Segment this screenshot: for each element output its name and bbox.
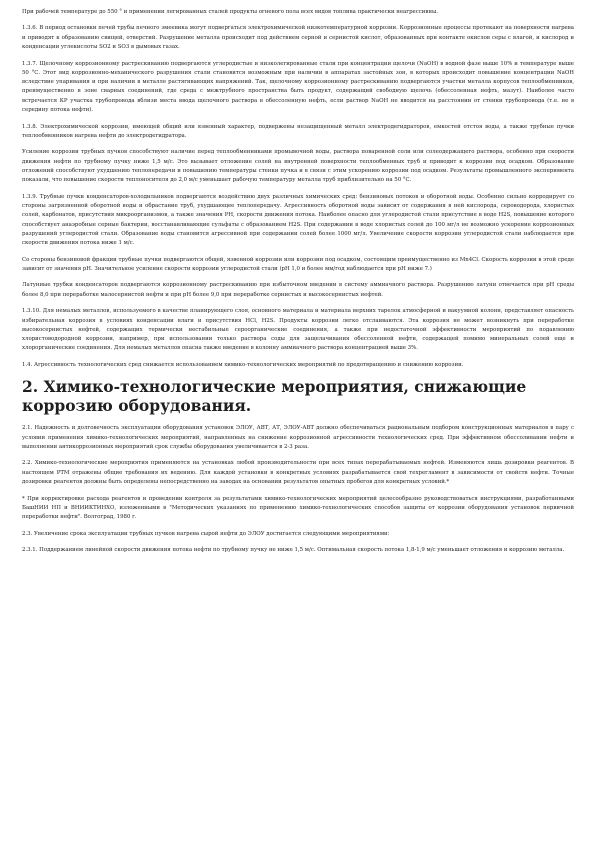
document-page — [22, 8, 574, 563]
paragraph: 2.1. Надежность и долговечность эксплуатации оборудования установок ЭЛОУ, АВТ, АТ, ЭЛОУ-АВТ должно обеспечиваться рациональным подбором конструкционных материалов в пару с условии применения химико-технологических мероприятий, направленных на снижение коррозионной агрессивности технологических сред. При эффективном обессоливании нефти и выполнении антикоррозионных мероприятий срок службы оборудования увеличивается в 2-3 раза. — [22, 425, 574, 450]
paragraph: Со стороны бензиновой фракции трубные пучки подвергаются общей, язвенной коррозии или коррозии под осадком, состоящим преимущественно из Mn4Cl. Скорость коррозии в этой среде зависит от значения pH. Значительное усиление скорости коррозии углеродистой стали (pH 1,0 и более мм/год наблюдается при pH ниже 7.) — [22, 256, 574, 272]
paragraph: 1.3.9. Трубные пучки конденсаторов-холодильников подвергаются воздействию двух различных химических сред: бензиновых потоков и оборотной воды. Особенно сильно корродирует со стороны загрязненной оборотной воды и обрастание труб, ухудшающее теплопередачу. Агрессивность оборотной воды зависит от содержания в ней кислорода, сероводорода, хлористых солей, карбонатов, присутствия микроорганизмов, а также значения РН, скорости движения потока. Наиболее опасно для углеродистой стали присутствие в воде H2S, повышение которого способствует анаэробные серные бактерии, восстанавливающие сульфаты с образованием H2S. При содержании в воде хлористых солей до 100 мг/л не возможно ускорение коррозионных разрушений углеродистой стали. Образование воды становится агрессивной при содержании солей более 1000 мг/л. Увеличение скорости коррозии углеродистой стали наблюдается при скорости движения потока ниже 1 м/с. — [22, 193, 574, 247]
paragraph: 2.3. Увеличение срока эксплуатации трубных пучков нагрева сырой нефти до ЭЛОУ достигается следующими мероприятиями: — [22, 530, 390, 537]
paragraph: 2.3.1. Поддержанием линейной скорости движения потока нефти по трубному пучку не ниже 1,5 м/с. Оптимальная скорость потока 1,8-1,9 м/с уменьшает отложения и коррозию металла. — [22, 547, 565, 554]
section-1-text — [22, 8, 574, 370]
paragraph: 1.3.10. Для немалых металлов, используемого в качестве планирующего слоя, основного материала и материала верхних тарелок атмосферной и вакуумной колонн, представляет опасность избирательная коррозия в условиях конденсации влаги и присутствия HCl, H2S. Продукты коррозии легко отслаиваются. Эта коррозия не может возникнуть при переработке высокосернистых нефтей, содержащих термически нестабильные сероорганические соединения, а также при недостаточной эффективности мероприятий по подавлению хлористоводородной коррозии, например, при использовании только раствора соды для защелачивания обессоленной нефти, содержащей помимо минеральных солей еще и хлорорганические соединения. Для немалых металлов опасна также введение в колонну аммиачного раствора концентрацией выше 3%. — [22, 308, 574, 352]
paragraph: 1.3.7. Щелочному коррозионному растрескиванию подвергаются углеродистые и низколегированные стали при концентрации щелочи (NaOH) в водной фазе выше 10% и температуре выше 50 °С. Этот вид коррозионно-механического разрушения стали становится возможным при наличии в аппаратах застойных зон, в которых происходит повышение концентрации NaOH вследствие упаривания и при наличии в металле растягивающих напряжений. Так, щелочному коррозионному растрескиванию подвергаются участки металла корпусов теплообменников, преимущественно в зоне сварных соединений, где среда с межтрубного пространства быть продукт, содержащий свободную щелочь (обессоленная нефть, мазут). Наиболее часто встречается КР участка трубопровода вблизи места ввода щелочного раствора в обессоленную нефть, если раствор NaOH не вводится на расстоянии от стенки трубопровода (т.е. не в середину потока нефти). — [22, 60, 574, 114]
paragraph: 1.4. Агрессивность технологических сред снижается использованием химико-технологических мероприятий по предотвращению и снижению коррозии. — [22, 361, 464, 368]
paragraph: 1.3.6. В период остановки печей трубы печного змеевика могут подвергаться электрохимической низкотемпературной коррозии. Коррозионные процессы протекают на поверхности нагрева и приводят к образованию свищей, отверстий. Разрушение металла происходит под действием серной и сернистой кислот, образованных при контакте окислов серы с влагой, и кислород и конденсации углекислоты SO2 и SO3 в дымовых газах. — [22, 25, 574, 51]
paragraph: 1.3.8. Электрохимической коррозии, имеющей общий или язвенный характер, подвержены незащищенный металл электродегидраторов, емкостей отстоя воды, а также трубные пучки теплообменников нагрева нефти до электродегидратора. — [22, 123, 574, 139]
footnote: * При корректировке расхода реагентов и проведении контроля за результатами химико-технологических мероприятий целесообразно руководствоваться инструкциями, разработанными БашНИИ НП и ВНИИКТИНХО, изложенными в "Методических указаниях по применению химико-технологических способов защиты от коррозии оборудования установок первичной переработки нефти". Волгоград, 1980 г. — [22, 495, 574, 521]
section-2-text — [22, 424, 574, 555]
paragraph: Латунные трубки конденсаторов подвергаются коррозионному растрескиванию при избыточном введении в систему аммиачного раствора. Разрушению латуни отвечается при pH среды более 8,0 при переработке малосернистой нефти и при pH более 9,0 при переработке сернистых и высокосернистых нефтей. — [22, 282, 574, 298]
section-heading: 2. Химико-технологические мероприятия, снижающие коррозию оборудования. — [22, 377, 527, 416]
paragraph: Усиление коррозии трубных пучков способствуют наличие перед теплообменниками промывочной воды, раствора поваренной соли или солеодержащего раствора, особенно при скорости движения нефти по трубному пучку ниже 1,5 м/с. Это вызывает отложение солей на внутренней поверхности теплообменных труб и приводит к коррозии под осадком. Образование отложений способствуют ухудшению теплопередачи и повышению температуры стенки пучка и в связи с этим ускорению коррозии под осадком. Результаты промышленного эксперимента показали, что повышение скорости теплоносителя до 2,0 м/с уменьшает рабочую температуру металла труб приблизительно на 50 °С. — [22, 149, 574, 184]
paragraph: При рабочей температуре до 550 ° и применении легированных сталей продукты огневого пола всех видов топлива практически неагрессивны. — [22, 9, 438, 15]
paragraph: 2.2. Химико-технологические мероприятия применяются на установках любой производительности при всех типах перерабатываемых нефтей. Изменяются лишь дозировки реагентов. В настоящем РТМ отражены общие требования их ведению. Для каждой установки в конкретных условиях разрабатывается свой техрегламент в зависимости от свойств нефти. Точные дозировки реагентов должны быть определены непосредственно на заводах на основании результатов опытных пробегов для конкретных условий.* — [22, 460, 574, 486]
